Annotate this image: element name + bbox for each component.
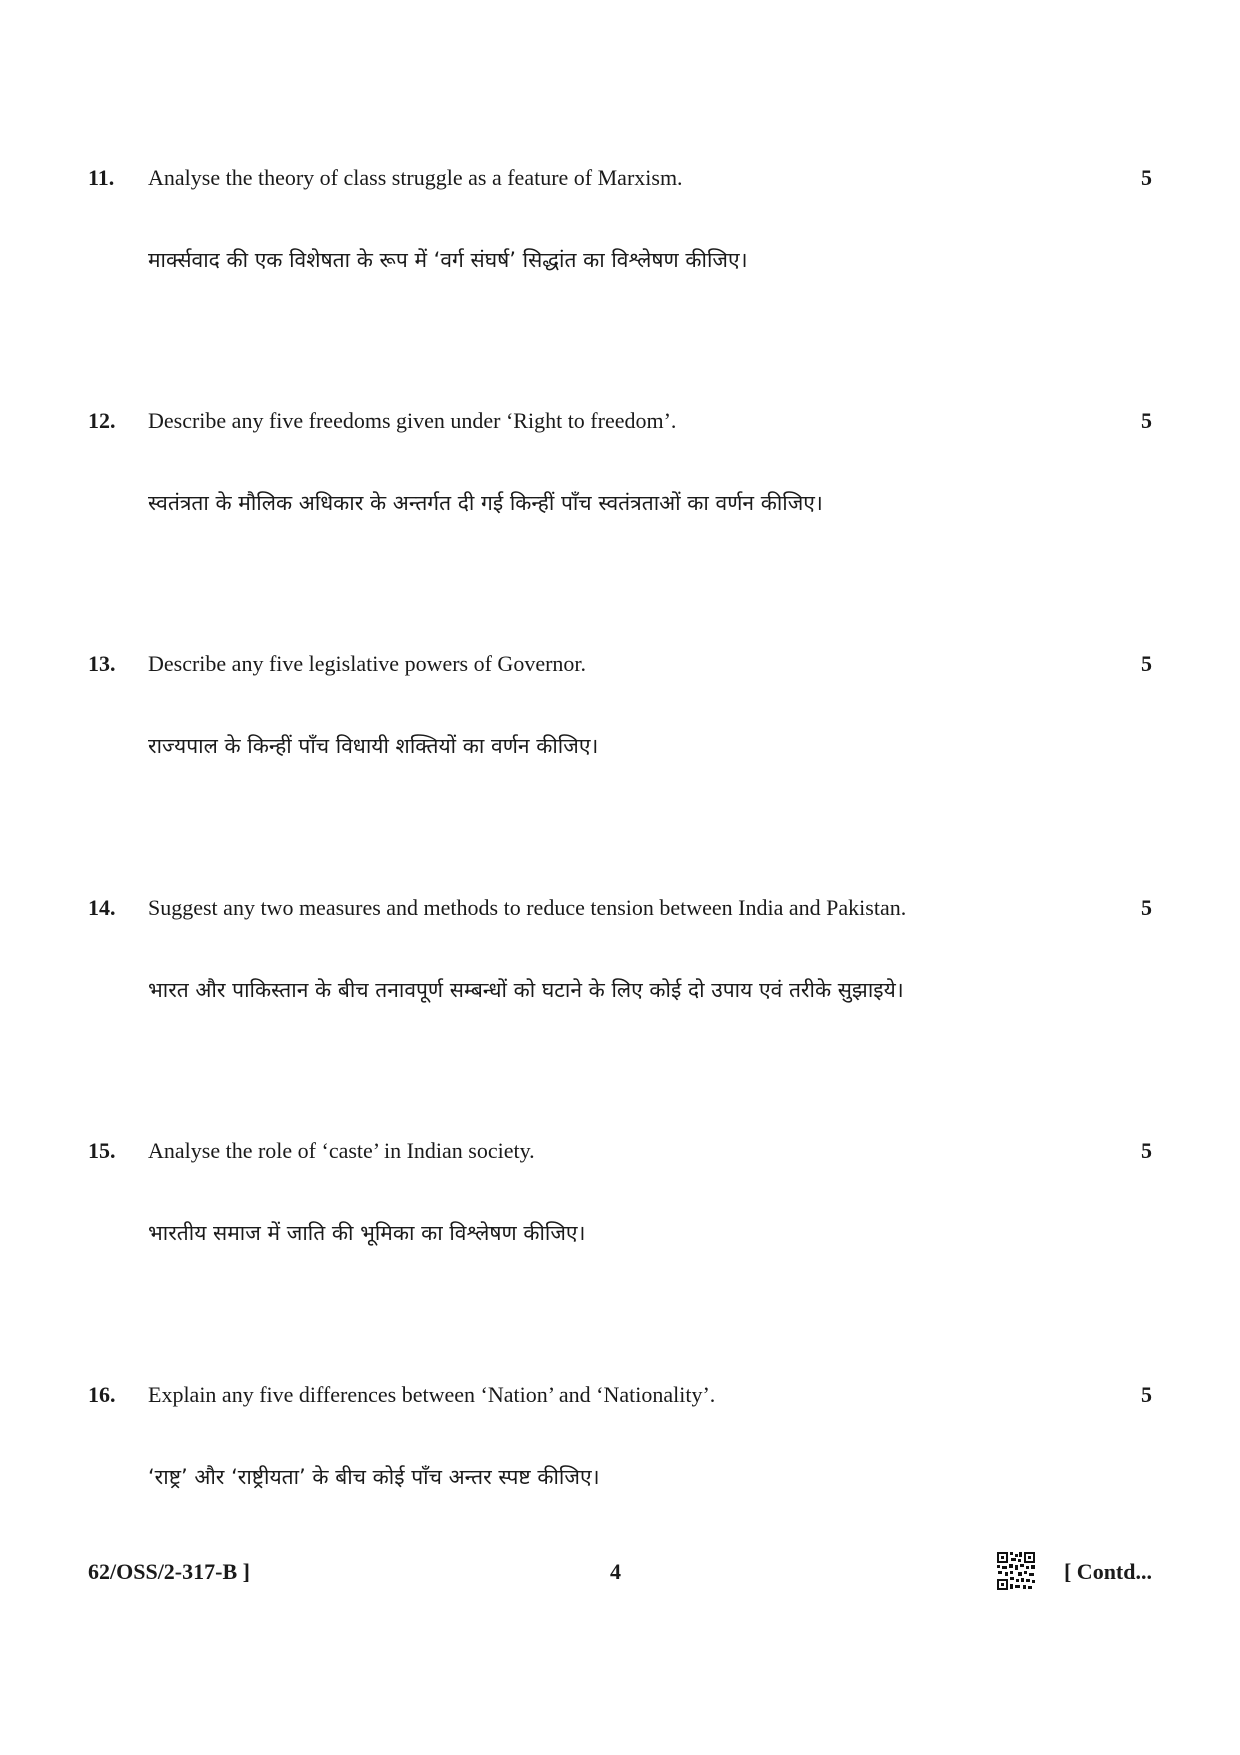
question-marks: 5 xyxy=(1141,1138,1152,1163)
continued-label: [ Contd... xyxy=(1063,1559,1152,1584)
question-text-english: Explain any five differences between ‘Nation’ and ‘Nationality’. xyxy=(148,1382,716,1407)
question-number: 14. xyxy=(88,895,116,920)
question-marks: 5 xyxy=(1141,895,1152,920)
question-marks: 5 xyxy=(1141,1382,1152,1407)
question-text-english: Analyse the role of ‘caste’ in Indian society. xyxy=(148,1138,535,1163)
question-text-english: Suggest any two measures and methods to reduce tension between India and Pakistan. xyxy=(148,895,907,920)
question-number: 11. xyxy=(88,165,115,190)
question-text-hindi: मार्क्सवाद की एक विशेषता के रूप में ‘वर्ग संघर्ष’ सिद्धांत का विश्लेषण कीजिए। xyxy=(148,248,748,272)
paper-code: 62/OSS/2-317-B ] xyxy=(88,1559,250,1584)
page-number: 4 xyxy=(610,1559,621,1584)
question-marks: 5 xyxy=(1141,165,1152,190)
question-text-hindi: स्वतंत्रता के मौलिक अधिकार के अन्तर्गत दी गई किन्हीं पाँच स्वतंत्रताओं का वर्णन कीजिए। xyxy=(148,491,823,515)
question-number: 16. xyxy=(88,1382,116,1407)
question-text-hindi: ‘राष्ट्र’ और ‘राष्ट्रीयता’ के बीच कोई पाँच अन्तर स्पष्ट कीजिए। xyxy=(148,1465,600,1489)
page-footer xyxy=(0,1551,1240,1591)
question-number: 13. xyxy=(88,651,116,676)
question-text-hindi: भारतीय समाज में जाति की भूमिका का विश्लेषण कीजिए। xyxy=(148,1221,586,1245)
question-marks: 5 xyxy=(1141,651,1152,676)
question-text-hindi: राज्यपाल के किन्हीं पाँच विधायी शक्तियों का वर्णन कीजिए। xyxy=(148,734,599,758)
question-number: 12. xyxy=(88,408,116,433)
question-text-english: Describe any five legislative powers of Governor. xyxy=(148,651,587,676)
question-text-english: Describe any five freedoms given under ‘Right to freedom’. xyxy=(148,408,677,433)
question-text-hindi: भारत और पाकिस्तान के बीच तनावपूर्ण सम्बन्धों को घटाने के लिए कोई दो उपाय एवं तरीके सुझाइये। xyxy=(148,978,904,1002)
question-text-english: Analyse the theory of class struggle as a feature of Marxism. xyxy=(148,165,683,190)
question-marks: 5 xyxy=(1141,408,1152,433)
question-number: 15. xyxy=(88,1138,116,1163)
qr-code-icon xyxy=(996,1551,1036,1591)
